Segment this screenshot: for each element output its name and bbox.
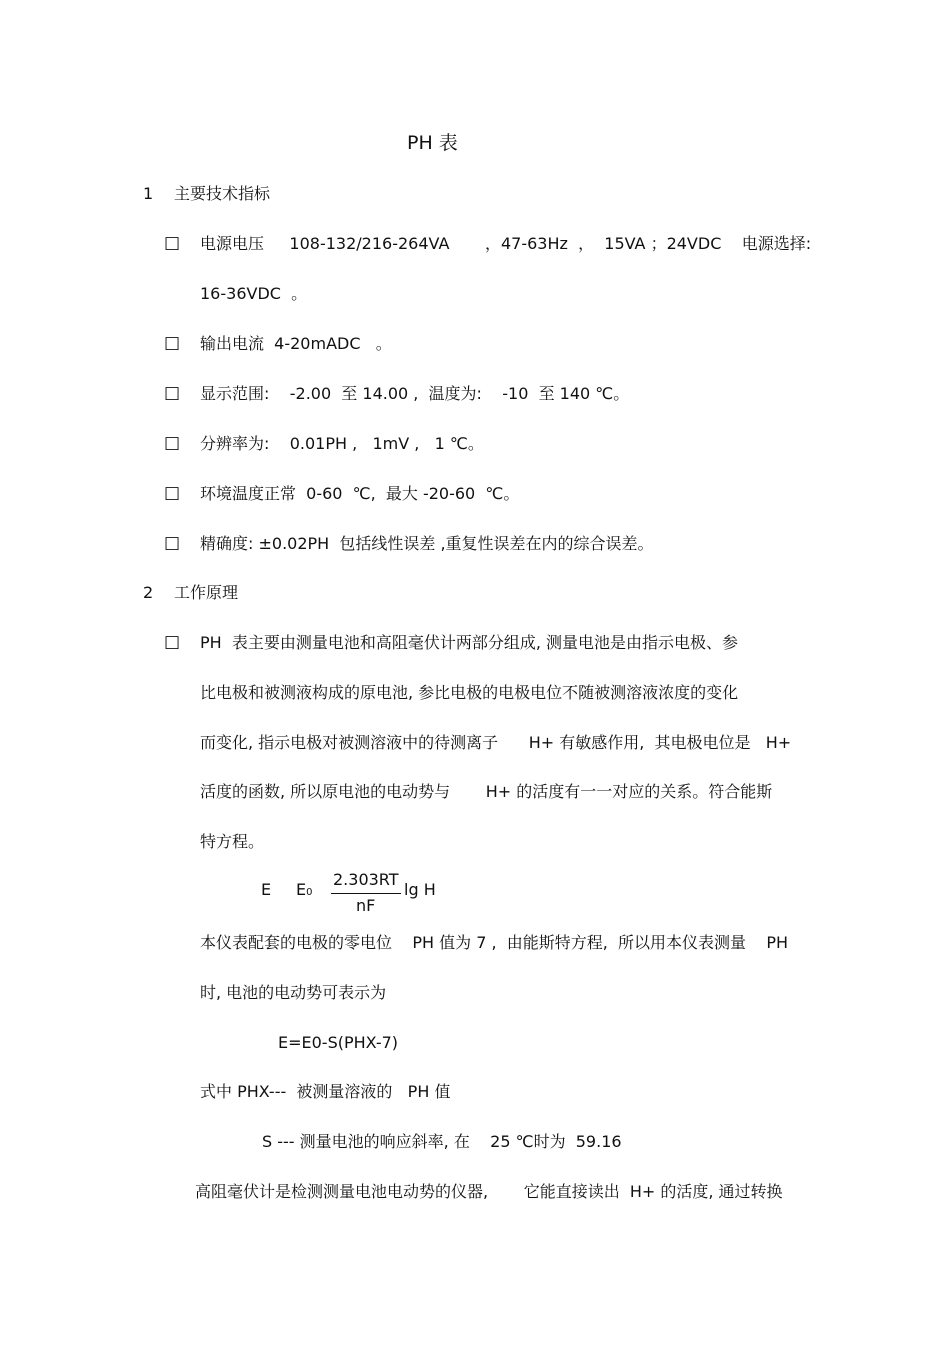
spec-resolution: 分辨率为: 0.01PH , 1mV , 1 ℃。 [200, 434, 484, 453]
bullet-checkbox: □ [164, 632, 181, 652]
equation-e0: E0 [296, 880, 313, 899]
principle-line5: 特方程。 [200, 832, 265, 851]
section-1-number: 1 [143, 184, 154, 203]
bullet-checkbox: □ [164, 483, 181, 503]
bullet-checkbox: □ [164, 383, 181, 403]
definition-s: S --- 测量电池的响应斜率, 在 25 ℃时为 59.16 [262, 1132, 622, 1151]
spec-ambient: 环境温度正常 0-60 ℃, 最大 -20-60 ℃。 [200, 484, 520, 503]
formula: E=E0-S(PHX-7) [278, 1033, 399, 1052]
last-line: 高阻毫伏计是检测测量电池电动势的仪器, 它能直接读出 H+ 的活度, 通过转换 [195, 1182, 783, 1201]
bullet-checkbox: □ [164, 533, 181, 553]
definition-phx: 式中 PHX--- 被测量溶液的 PH 值 [200, 1082, 451, 1101]
section-2-number: 2 [143, 583, 154, 602]
equation-e0-subscript: 0 [306, 887, 313, 898]
principle-line3: 而变化, 指示电极对被测溶液中的待测离子 H+ 有敏感作用, 其电极电位是 H+ [200, 733, 792, 752]
equation-denominator: nF [356, 896, 376, 915]
spec-power-line1: 电源电压 108-132/216-264VA ，47-63Hz ， 15VA ；24VDC 电源选择: [200, 234, 812, 253]
bullet-checkbox: □ [164, 333, 181, 353]
bullet-checkbox: □ [164, 433, 181, 453]
equation-numerator: 2.303RT [333, 870, 399, 889]
principle-line1: PH 表主要由测量电池和高阻毫伏计两部分组成, 测量电池是由指示电极、参 [200, 633, 739, 652]
page-title: PH 表 [407, 132, 458, 154]
equation-fraction-bar [331, 893, 401, 894]
principle-line2: 比电极和被测液构成的原电池, 参比电极的电极电位不随被测溶液浓度的变化 [200, 683, 739, 702]
principle-line4: 活度的函数, 所以原电池的电动势与 H+ 的活度有一一对应的关系。符合能斯 [200, 782, 773, 801]
spec-display: 显示范围: -2.00 至 14.00 , 温度为: -10 至 140 ℃。 [200, 384, 630, 403]
spec-power-line2: 16-36VDC 。 [200, 284, 308, 303]
text-line2: 时, 电池的电动势可表示为 [200, 983, 387, 1002]
bullet-checkbox: □ [164, 233, 181, 253]
spec-accuracy: 精确度: ±0.02PH 包括线性误差 ,重复性误差在内的综合误差。 [200, 534, 654, 553]
section-2-heading: 工作原理 [174, 583, 239, 602]
section-1-heading: 主要技术指标 [174, 184, 271, 203]
text-line1: 本仪表配套的电极的零电位 PH 值为 7 , 由能斯特方程, 所以用本仪表测量 PH [200, 933, 789, 952]
spec-output: 输出电流 4-20mADC 。 [200, 334, 392, 353]
equation-e: E [261, 880, 272, 899]
equation-tail: lg H [404, 880, 436, 899]
